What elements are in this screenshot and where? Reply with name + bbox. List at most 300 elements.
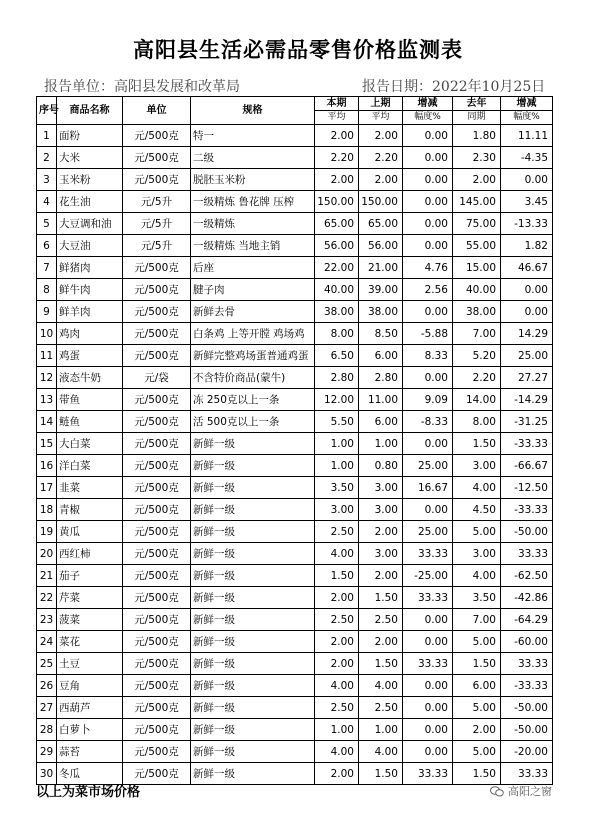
table-row [37, 455, 553, 477]
specification-cell: 新鲜一级 [191, 455, 315, 477]
yoy-change-percent-cell: -60.00 [501, 631, 553, 653]
unit-cell: 元/500克 [123, 455, 191, 477]
row-number-cell: 9 [37, 301, 57, 323]
product-name-cell: 白萝卜 [57, 719, 123, 741]
header-current-sub: 平均 [315, 111, 359, 125]
last-year-same-period-cell: 5.00 [453, 631, 501, 653]
last-year-same-period-cell: 5.20 [453, 345, 501, 367]
header-previous-sub: 平均 [359, 111, 403, 125]
product-name-cell: 玉米粉 [57, 169, 123, 191]
table-row [37, 279, 553, 301]
specification-cell: 腱子肉 [191, 279, 315, 301]
wechat-icon [490, 786, 504, 797]
unit-cell: 元/500克 [123, 521, 191, 543]
previous-average-cell: 1.50 [359, 763, 403, 785]
specification-cell: 新鲜一级 [191, 565, 315, 587]
product-name-cell: 黄瓜 [57, 521, 123, 543]
yoy-change-percent-cell: -4.35 [501, 147, 553, 169]
yoy-change-percent-cell: 33.33 [501, 653, 553, 675]
last-year-same-period-cell: 1.50 [453, 763, 501, 785]
unit-cell: 元/5升 [123, 191, 191, 213]
last-year-same-period-cell: 145.00 [453, 191, 501, 213]
change-percent-cell: 0.00 [403, 367, 453, 389]
table-row [37, 257, 553, 279]
current-average-cell: 8.00 [315, 323, 359, 345]
change-percent-cell: 0.00 [403, 147, 453, 169]
last-year-same-period-cell: 14.00 [453, 389, 501, 411]
table-row [37, 235, 553, 257]
table-row [37, 125, 553, 147]
change-percent-cell: 33.33 [403, 653, 453, 675]
previous-average-cell: 6.00 [359, 411, 403, 433]
specification-cell: 一级精炼 当地主销 [191, 235, 315, 257]
row-number-cell: 3 [37, 169, 57, 191]
change-percent-cell: 4.76 [403, 257, 453, 279]
unit-cell: 元/5升 [123, 213, 191, 235]
yoy-change-percent-cell: -64.29 [501, 609, 553, 631]
product-name-cell: 茄子 [57, 565, 123, 587]
current-average-cell: 2.00 [315, 631, 359, 653]
row-number-cell: 10 [37, 323, 57, 345]
specification-cell: 一级精炼 [191, 213, 315, 235]
row-number-cell: 1 [37, 125, 57, 147]
header-yoy: 增减 [501, 97, 553, 111]
yoy-change-percent-cell: 0.00 [501, 301, 553, 323]
unit-cell: 元/500克 [123, 257, 191, 279]
unit-cell: 元/500克 [123, 499, 191, 521]
product-name-cell: 大米 [57, 147, 123, 169]
product-name-cell: 面粉 [57, 125, 123, 147]
unit-cell: 元/500克 [123, 147, 191, 169]
current-average-cell: 2.00 [315, 587, 359, 609]
row-number-cell: 26 [37, 675, 57, 697]
last-year-same-period-cell: 7.00 [453, 609, 501, 631]
specification-cell: 一级精炼 鲁花牌 压榨 [191, 191, 315, 213]
change-percent-cell: 9.09 [403, 389, 453, 411]
specification-cell: 二级 [191, 147, 315, 169]
yoy-change-percent-cell: -20.00 [501, 741, 553, 763]
last-year-same-period-cell: 4.50 [453, 499, 501, 521]
row-number-cell: 15 [37, 433, 57, 455]
table-row [37, 213, 553, 235]
change-percent-cell: 0.00 [403, 499, 453, 521]
yoy-change-percent-cell: -12.50 [501, 477, 553, 499]
yoy-change-percent-cell: -42.86 [501, 587, 553, 609]
previous-average-cell: 1.00 [359, 719, 403, 741]
current-average-cell: 2.00 [315, 125, 359, 147]
product-name-cell: 韭菜 [57, 477, 123, 499]
product-name-cell: 液态牛奶 [57, 367, 123, 389]
unit-cell: 元/500克 [123, 741, 191, 763]
row-number-cell: 2 [37, 147, 57, 169]
yoy-change-percent-cell: 1.82 [501, 235, 553, 257]
previous-average-cell: 4.00 [359, 675, 403, 697]
change-percent-cell: 2.56 [403, 279, 453, 301]
product-name-cell: 鲜羊肉 [57, 301, 123, 323]
current-average-cell: 1.00 [315, 433, 359, 455]
specification-cell: 新鲜一级 [191, 477, 315, 499]
page-title: 高阳县生活必需品零售价格监测表 [133, 38, 463, 62]
previous-average-cell: 1.00 [359, 433, 403, 455]
current-average-cell: 4.00 [315, 675, 359, 697]
row-number-cell: 8 [37, 279, 57, 301]
product-name-cell: 鲜猪肉 [57, 257, 123, 279]
change-percent-cell: 0.00 [403, 675, 453, 697]
yoy-change-percent-cell: 11.11 [501, 125, 553, 147]
change-percent-cell: 16.67 [403, 477, 453, 499]
specification-cell: 新鲜一级 [191, 543, 315, 565]
current-average-cell: 150.00 [315, 191, 359, 213]
table-row [37, 609, 553, 631]
row-number-cell: 11 [37, 345, 57, 367]
change-percent-cell: -8.33 [403, 411, 453, 433]
current-average-cell: 2.50 [315, 609, 359, 631]
current-average-cell: 2.50 [315, 697, 359, 719]
specification-cell: 新鲜一级 [191, 697, 315, 719]
specification-cell: 新鲜一级 [191, 631, 315, 653]
change-percent-cell: 0.00 [403, 169, 453, 191]
row-number-cell: 30 [37, 763, 57, 785]
product-name-cell: 芹菜 [57, 587, 123, 609]
change-percent-cell: 33.33 [403, 587, 453, 609]
specification-cell: 白条鸡 上等开膛 鸡场鸡 [191, 323, 315, 345]
previous-average-cell: 2.80 [359, 367, 403, 389]
last-year-same-period-cell: 1.50 [453, 433, 501, 455]
last-year-same-period-cell: 38.00 [453, 301, 501, 323]
change-percent-cell: 0.00 [403, 741, 453, 763]
yoy-change-percent-cell: 33.33 [501, 543, 553, 565]
watermark [490, 783, 552, 799]
product-name-cell: 西葫芦 [57, 697, 123, 719]
previous-average-cell: 4.00 [359, 741, 403, 763]
previous-average-cell: 3.00 [359, 499, 403, 521]
header-last-year-sub: 同期 [453, 111, 501, 125]
table-row [37, 191, 553, 213]
row-number-cell: 6 [37, 235, 57, 257]
table-row [37, 147, 553, 169]
header-current: 本期 [315, 97, 359, 111]
table-body [37, 125, 553, 785]
last-year-same-period-cell: 2.30 [453, 147, 501, 169]
table-row [37, 675, 553, 697]
header-unit: 单位 [123, 97, 191, 125]
unit-cell: 元/500克 [123, 411, 191, 433]
previous-average-cell: 56.00 [359, 235, 403, 257]
current-average-cell: 2.80 [315, 367, 359, 389]
product-name-cell: 菠菜 [57, 609, 123, 631]
row-number-cell: 14 [37, 411, 57, 433]
previous-average-cell: 2.00 [359, 169, 403, 191]
unit-cell: 元/500克 [123, 631, 191, 653]
previous-average-cell: 2.50 [359, 697, 403, 719]
last-year-same-period-cell: 3.00 [453, 455, 501, 477]
table-row [37, 565, 553, 587]
current-average-cell: 5.50 [315, 411, 359, 433]
change-percent-cell: 0.00 [403, 697, 453, 719]
product-name-cell: 土豆 [57, 653, 123, 675]
specification-cell: 新鲜一级 [191, 763, 315, 785]
watermark-text: 高阳之窗 [508, 785, 552, 798]
product-name-cell: 大豆调和油 [57, 213, 123, 235]
previous-average-cell: 1.50 [359, 587, 403, 609]
table-row [37, 169, 553, 191]
table-row [37, 345, 553, 367]
last-year-same-period-cell: 8.00 [453, 411, 501, 433]
specification-cell: 新鲜一级 [191, 499, 315, 521]
unit-cell: 元/500克 [123, 477, 191, 499]
specification-cell: 后座 [191, 257, 315, 279]
table-row [37, 521, 553, 543]
specification-cell: 特一 [191, 125, 315, 147]
last-year-same-period-cell: 75.00 [453, 213, 501, 235]
current-average-cell: 4.00 [315, 741, 359, 763]
table-row [37, 653, 553, 675]
yoy-change-percent-cell: -33.33 [501, 433, 553, 455]
table-row [37, 301, 553, 323]
product-name-cell: 豆角 [57, 675, 123, 697]
row-number-cell: 16 [37, 455, 57, 477]
change-percent-cell: 0.00 [403, 719, 453, 741]
current-average-cell: 4.00 [315, 543, 359, 565]
table-row [37, 543, 553, 565]
previous-average-cell: 38.00 [359, 301, 403, 323]
previous-average-cell: 2.00 [359, 521, 403, 543]
unit-cell: 元/500克 [123, 719, 191, 741]
row-number-cell: 19 [37, 521, 57, 543]
product-name-cell: 冬瓜 [57, 763, 123, 785]
table-row [37, 631, 553, 653]
table-row [37, 741, 553, 763]
change-percent-cell: 8.33 [403, 345, 453, 367]
last-year-same-period-cell: 4.00 [453, 477, 501, 499]
last-year-same-period-cell: 5.00 [453, 697, 501, 719]
unit-cell: 元/500克 [123, 279, 191, 301]
change-percent-cell: -25.00 [403, 565, 453, 587]
specification-cell: 新鲜一级 [191, 433, 315, 455]
change-percent-cell: 25.00 [403, 521, 453, 543]
last-year-same-period-cell: 3.00 [453, 543, 501, 565]
unit-cell: 元/500克 [123, 653, 191, 675]
yoy-change-percent-cell: -31.25 [501, 411, 553, 433]
last-year-same-period-cell: 1.50 [453, 653, 501, 675]
reporting-unit: 报告单位：高阳县发展和改革局 [44, 79, 240, 95]
unit-cell: 元/500克 [123, 345, 191, 367]
current-average-cell: 12.00 [315, 389, 359, 411]
previous-average-cell: 2.00 [359, 565, 403, 587]
unit-cell: 元/500克 [123, 587, 191, 609]
header-seq: 序号 [37, 97, 57, 125]
header-previous: 上期 [359, 97, 403, 111]
current-average-cell: 2.20 [315, 147, 359, 169]
row-number-cell: 12 [37, 367, 57, 389]
specification-cell: 新鲜一级 [191, 675, 315, 697]
row-number-cell: 24 [37, 631, 57, 653]
specification-cell: 活 500克以上一条 [191, 411, 315, 433]
product-name-cell: 鲜牛肉 [57, 279, 123, 301]
yoy-change-percent-cell: -50.00 [501, 719, 553, 741]
specification-cell: 脱胚玉米粉 [191, 169, 315, 191]
unit-cell: 元/500克 [123, 169, 191, 191]
previous-average-cell: 3.00 [359, 543, 403, 565]
product-name-cell: 花生油 [57, 191, 123, 213]
specification-cell: 新鲜完整鸡场蛋普通鸡蛋 [191, 345, 315, 367]
row-number-cell: 17 [37, 477, 57, 499]
row-number-cell: 22 [37, 587, 57, 609]
table-row [37, 499, 553, 521]
previous-average-cell: 150.00 [359, 191, 403, 213]
yoy-change-percent-cell: -13.33 [501, 213, 553, 235]
product-name-cell: 菜花 [57, 631, 123, 653]
yoy-change-percent-cell: 0.00 [501, 279, 553, 301]
unit-cell: 元/500克 [123, 543, 191, 565]
yoy-change-percent-cell: -62.50 [501, 565, 553, 587]
row-number-cell: 25 [37, 653, 57, 675]
unit-cell: 元/500克 [123, 609, 191, 631]
table-header [37, 97, 553, 125]
footer-note: 以上为菜市场价格 [36, 785, 141, 800]
yoy-change-percent-cell: -14.29 [501, 389, 553, 411]
table-row [37, 323, 553, 345]
last-year-same-period-cell: 40.00 [453, 279, 501, 301]
product-name-cell: 青椒 [57, 499, 123, 521]
previous-average-cell: 65.00 [359, 213, 403, 235]
report-date: 报告日期：2022年10月25日 [362, 79, 546, 95]
yoy-change-percent-cell: 27.27 [501, 367, 553, 389]
header-change: 增减 [403, 97, 453, 111]
row-number-cell: 5 [37, 213, 57, 235]
specification-cell: 新鲜一级 [191, 719, 315, 741]
last-year-same-period-cell: 55.00 [453, 235, 501, 257]
current-average-cell: 40.00 [315, 279, 359, 301]
current-average-cell: 3.50 [315, 477, 359, 499]
row-number-cell: 7 [37, 257, 57, 279]
unit-cell: 元/500克 [123, 125, 191, 147]
last-year-same-period-cell: 4.00 [453, 565, 501, 587]
previous-average-cell: 11.00 [359, 389, 403, 411]
last-year-same-period-cell: 5.00 [453, 741, 501, 763]
specification-cell: 不含特价商品(蒙牛) [191, 367, 315, 389]
unit-cell: 元/500克 [123, 565, 191, 587]
yoy-change-percent-cell: -66.67 [501, 455, 553, 477]
yoy-change-percent-cell: 25.00 [501, 345, 553, 367]
previous-average-cell: 2.00 [359, 125, 403, 147]
last-year-same-period-cell: 7.00 [453, 323, 501, 345]
current-average-cell: 65.00 [315, 213, 359, 235]
previous-average-cell: 6.00 [359, 345, 403, 367]
current-average-cell: 6.50 [315, 345, 359, 367]
current-average-cell: 1.50 [315, 565, 359, 587]
row-number-cell: 18 [37, 499, 57, 521]
yoy-change-percent-cell: 46.67 [501, 257, 553, 279]
yoy-change-percent-cell: -33.33 [501, 499, 553, 521]
yoy-change-percent-cell: 33.33 [501, 763, 553, 785]
yoy-change-percent-cell: 0.00 [501, 169, 553, 191]
change-percent-cell: 0.00 [403, 213, 453, 235]
change-percent-cell: 0.00 [403, 191, 453, 213]
product-name-cell: 大豆油 [57, 235, 123, 257]
specification-cell: 新鲜一级 [191, 609, 315, 631]
row-number-cell: 27 [37, 697, 57, 719]
product-name-cell: 大白菜 [57, 433, 123, 455]
row-number-cell: 29 [37, 741, 57, 763]
header-change-sub: 幅度% [403, 111, 453, 125]
row-number-cell: 28 [37, 719, 57, 741]
yoy-change-percent-cell: -50.00 [501, 697, 553, 719]
row-number-cell: 13 [37, 389, 57, 411]
header-name: 商品名称 [57, 97, 123, 125]
header-spec: 规格 [191, 97, 315, 125]
change-percent-cell: 0.00 [403, 235, 453, 257]
table-row [37, 719, 553, 741]
table-row [37, 587, 553, 609]
header-last-year: 去年 [453, 97, 501, 111]
change-percent-cell: 0.00 [403, 125, 453, 147]
last-year-same-period-cell: 5.00 [453, 521, 501, 543]
change-percent-cell: 0.00 [403, 631, 453, 653]
change-percent-cell: 33.33 [403, 543, 453, 565]
unit-cell: 元/500克 [123, 301, 191, 323]
current-average-cell: 38.00 [315, 301, 359, 323]
product-name-cell: 鲢鱼 [57, 411, 123, 433]
change-percent-cell: 33.33 [403, 763, 453, 785]
row-number-cell: 23 [37, 609, 57, 631]
table-row [37, 697, 553, 719]
product-name-cell: 带鱼 [57, 389, 123, 411]
unit-cell: 元/500克 [123, 675, 191, 697]
header-yoy-sub: 幅度% [501, 111, 553, 125]
product-name-cell: 鸡蛋 [57, 345, 123, 367]
table-row [37, 433, 553, 455]
yoy-change-percent-cell: 3.45 [501, 191, 553, 213]
specification-cell: 新鲜一级 [191, 741, 315, 763]
current-average-cell: 2.00 [315, 653, 359, 675]
unit-cell: 元/500克 [123, 697, 191, 719]
change-percent-cell: 25.00 [403, 455, 453, 477]
yoy-change-percent-cell: -33.33 [501, 675, 553, 697]
previous-average-cell: 21.00 [359, 257, 403, 279]
unit-cell: 元/500克 [123, 323, 191, 345]
specification-cell: 冻 250克以上一条 [191, 389, 315, 411]
table-row [37, 367, 553, 389]
unit-cell: 元/袋 [123, 367, 191, 389]
current-average-cell: 1.00 [315, 719, 359, 741]
row-number-cell: 4 [37, 191, 57, 213]
unit-cell: 元/500克 [123, 433, 191, 455]
last-year-same-period-cell: 6.00 [453, 675, 501, 697]
change-percent-cell: 0.00 [403, 301, 453, 323]
change-percent-cell: -5.88 [403, 323, 453, 345]
price-table [36, 96, 553, 785]
last-year-same-period-cell: 1.80 [453, 125, 501, 147]
current-average-cell: 2.00 [315, 763, 359, 785]
row-number-cell: 20 [37, 543, 57, 565]
previous-average-cell: 1.50 [359, 653, 403, 675]
current-average-cell: 3.00 [315, 499, 359, 521]
last-year-same-period-cell: 3.50 [453, 587, 501, 609]
last-year-same-period-cell: 2.00 [453, 719, 501, 741]
last-year-same-period-cell: 2.20 [453, 367, 501, 389]
previous-average-cell: 2.20 [359, 147, 403, 169]
current-average-cell: 56.00 [315, 235, 359, 257]
previous-average-cell: 2.50 [359, 609, 403, 631]
unit-cell: 元/500克 [123, 763, 191, 785]
last-year-same-period-cell: 15.00 [453, 257, 501, 279]
yoy-change-percent-cell: -50.00 [501, 521, 553, 543]
previous-average-cell: 3.00 [359, 477, 403, 499]
specification-cell: 新鲜一级 [191, 587, 315, 609]
product-name-cell: 鸡肉 [57, 323, 123, 345]
current-average-cell: 2.50 [315, 521, 359, 543]
